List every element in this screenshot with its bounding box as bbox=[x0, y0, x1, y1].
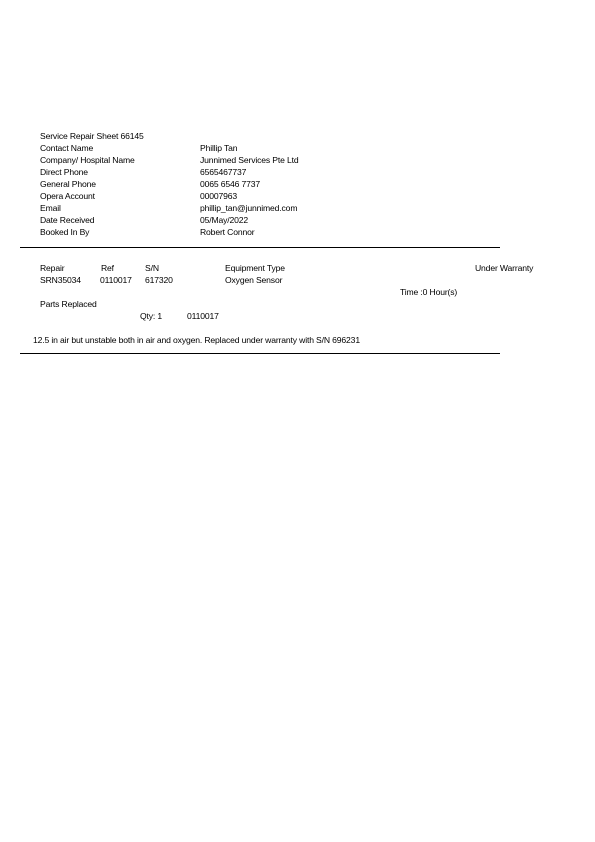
sn-value: 617320 bbox=[145, 275, 173, 285]
part-qty: Qty: 1 bbox=[140, 311, 163, 321]
ref-value: 0110017 bbox=[100, 275, 132, 285]
repair-header: Repair bbox=[40, 263, 65, 273]
top-divider bbox=[20, 247, 500, 248]
email-label: Email bbox=[40, 203, 61, 213]
sheet-title: Service Repair Sheet 66145 bbox=[40, 131, 144, 141]
direct-phone-label: Direct Phone bbox=[40, 167, 88, 177]
equipment-type-header: Equipment Type bbox=[225, 263, 285, 273]
bottom-divider bbox=[20, 353, 500, 354]
sn-header: S/N bbox=[145, 263, 159, 273]
under-warranty-header: Under Warranty bbox=[475, 263, 534, 273]
company-value: Junnimed Services Pte Ltd bbox=[200, 155, 299, 165]
repair-number: SRN35034 bbox=[40, 275, 81, 285]
opera-account-value: 00007963 bbox=[200, 191, 238, 201]
date-received-label: Date Received bbox=[40, 215, 95, 225]
ref-header: Ref bbox=[101, 263, 114, 273]
opera-account-label: Opera Account bbox=[40, 191, 95, 201]
equipment-type-value: Oxygen Sensor bbox=[225, 275, 283, 285]
company-label: Company/ Hospital Name bbox=[40, 155, 135, 165]
booked-in-by-label: Booked In By bbox=[40, 227, 90, 237]
general-phone-label: General Phone bbox=[40, 179, 96, 189]
date-received-value: 05/May/2022 bbox=[200, 215, 249, 225]
repair-note: 12.5 in air but unstable both in air and oxygen. Replaced under warranty with S/N 696231 bbox=[33, 335, 360, 345]
contact-name-value: Phillip Tan bbox=[200, 143, 238, 153]
booked-in-by-value: Robert Connor bbox=[200, 227, 255, 237]
email-value: phillip_tan@junnimed.com bbox=[200, 203, 298, 213]
time-value: Time :0 Hour(s) bbox=[400, 287, 458, 297]
contact-name-label: Contact Name bbox=[40, 143, 94, 153]
part-ref: 0110017 bbox=[187, 311, 219, 321]
general-phone-value: 0065 6546 7737 bbox=[200, 179, 261, 189]
direct-phone-value: 6565467737 bbox=[200, 167, 247, 177]
parts-replaced-label: Parts Replaced bbox=[40, 299, 97, 309]
